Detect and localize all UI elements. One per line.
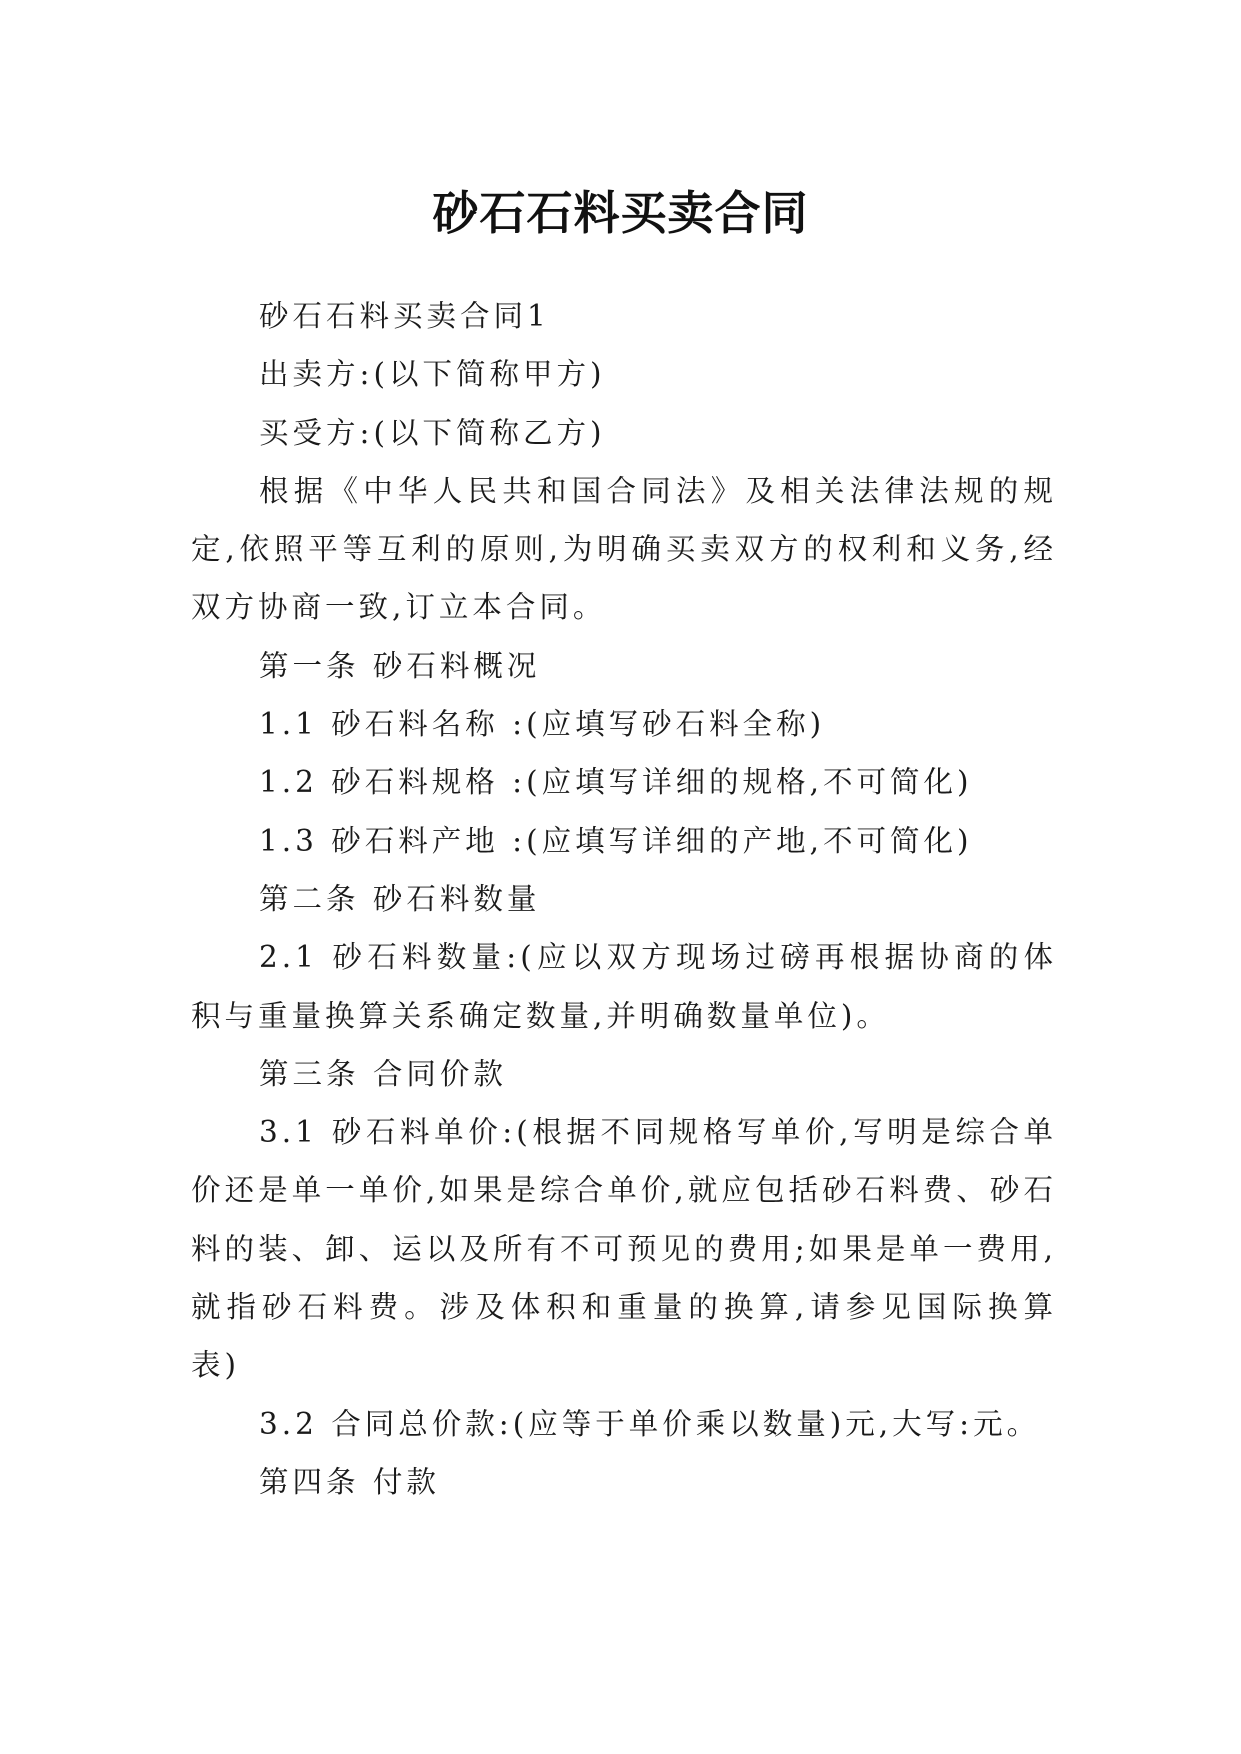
article-4-heading: 第四条 付款	[259, 1464, 440, 1499]
paragraph-preamble: 根据《中华人民共和国合同法》及相关法律法规的规定,依照平等互利的原则,为明确买卖双方的权利和义务,经双方协商一致,订立本合同。	[191, 473, 1057, 625]
clause-1-3: 1.3 砂石料产地 :(应填写详细的产地,不可简化)	[259, 823, 973, 858]
clause-3-2: 3.2 合同总价款:(应等于单价乘以数量)元,大写:元。	[259, 1406, 1041, 1441]
document-title: 砂石石料买卖合同	[432, 185, 809, 240]
clause-1-2: 1.2 砂石料规格 :(应填写详细的规格,不可简化)	[259, 765, 973, 800]
document-body	[191, 287, 1057, 1511]
clause-3-1: 3.1 砂石料单价:(根据不同规格写单价,写明是综合单价还是单一单价,如果是综合单价,就应包括砂石料费、砂石料的装、卸、运以及所有不可预见的费用;如果是单一费用,就指砂石料费。涉及体积和重量的换算,请参见国际换算表)	[191, 1115, 1057, 1383]
clause-2-1: 2.1 砂石料数量:(应以双方现场过磅再根据协商的体积与重量换算关系确定数量,并明确数量单位)。	[191, 940, 1057, 1033]
article-1-heading: 第一条 砂石料概况	[259, 648, 541, 683]
paragraph-buyer: 买受方:(以下简称乙方)	[259, 415, 606, 450]
clause-1-1: 1.1 砂石料名称 :(应填写砂石料全称)	[259, 707, 826, 742]
article-2-heading: 第二条 砂石料数量	[259, 881, 541, 916]
paragraph-seller: 出卖方:(以下简称甲方)	[259, 357, 606, 392]
article-3-heading: 第三条 合同价款	[259, 1056, 507, 1091]
paragraph-heading: 砂石石料买卖合同1	[259, 299, 550, 333]
